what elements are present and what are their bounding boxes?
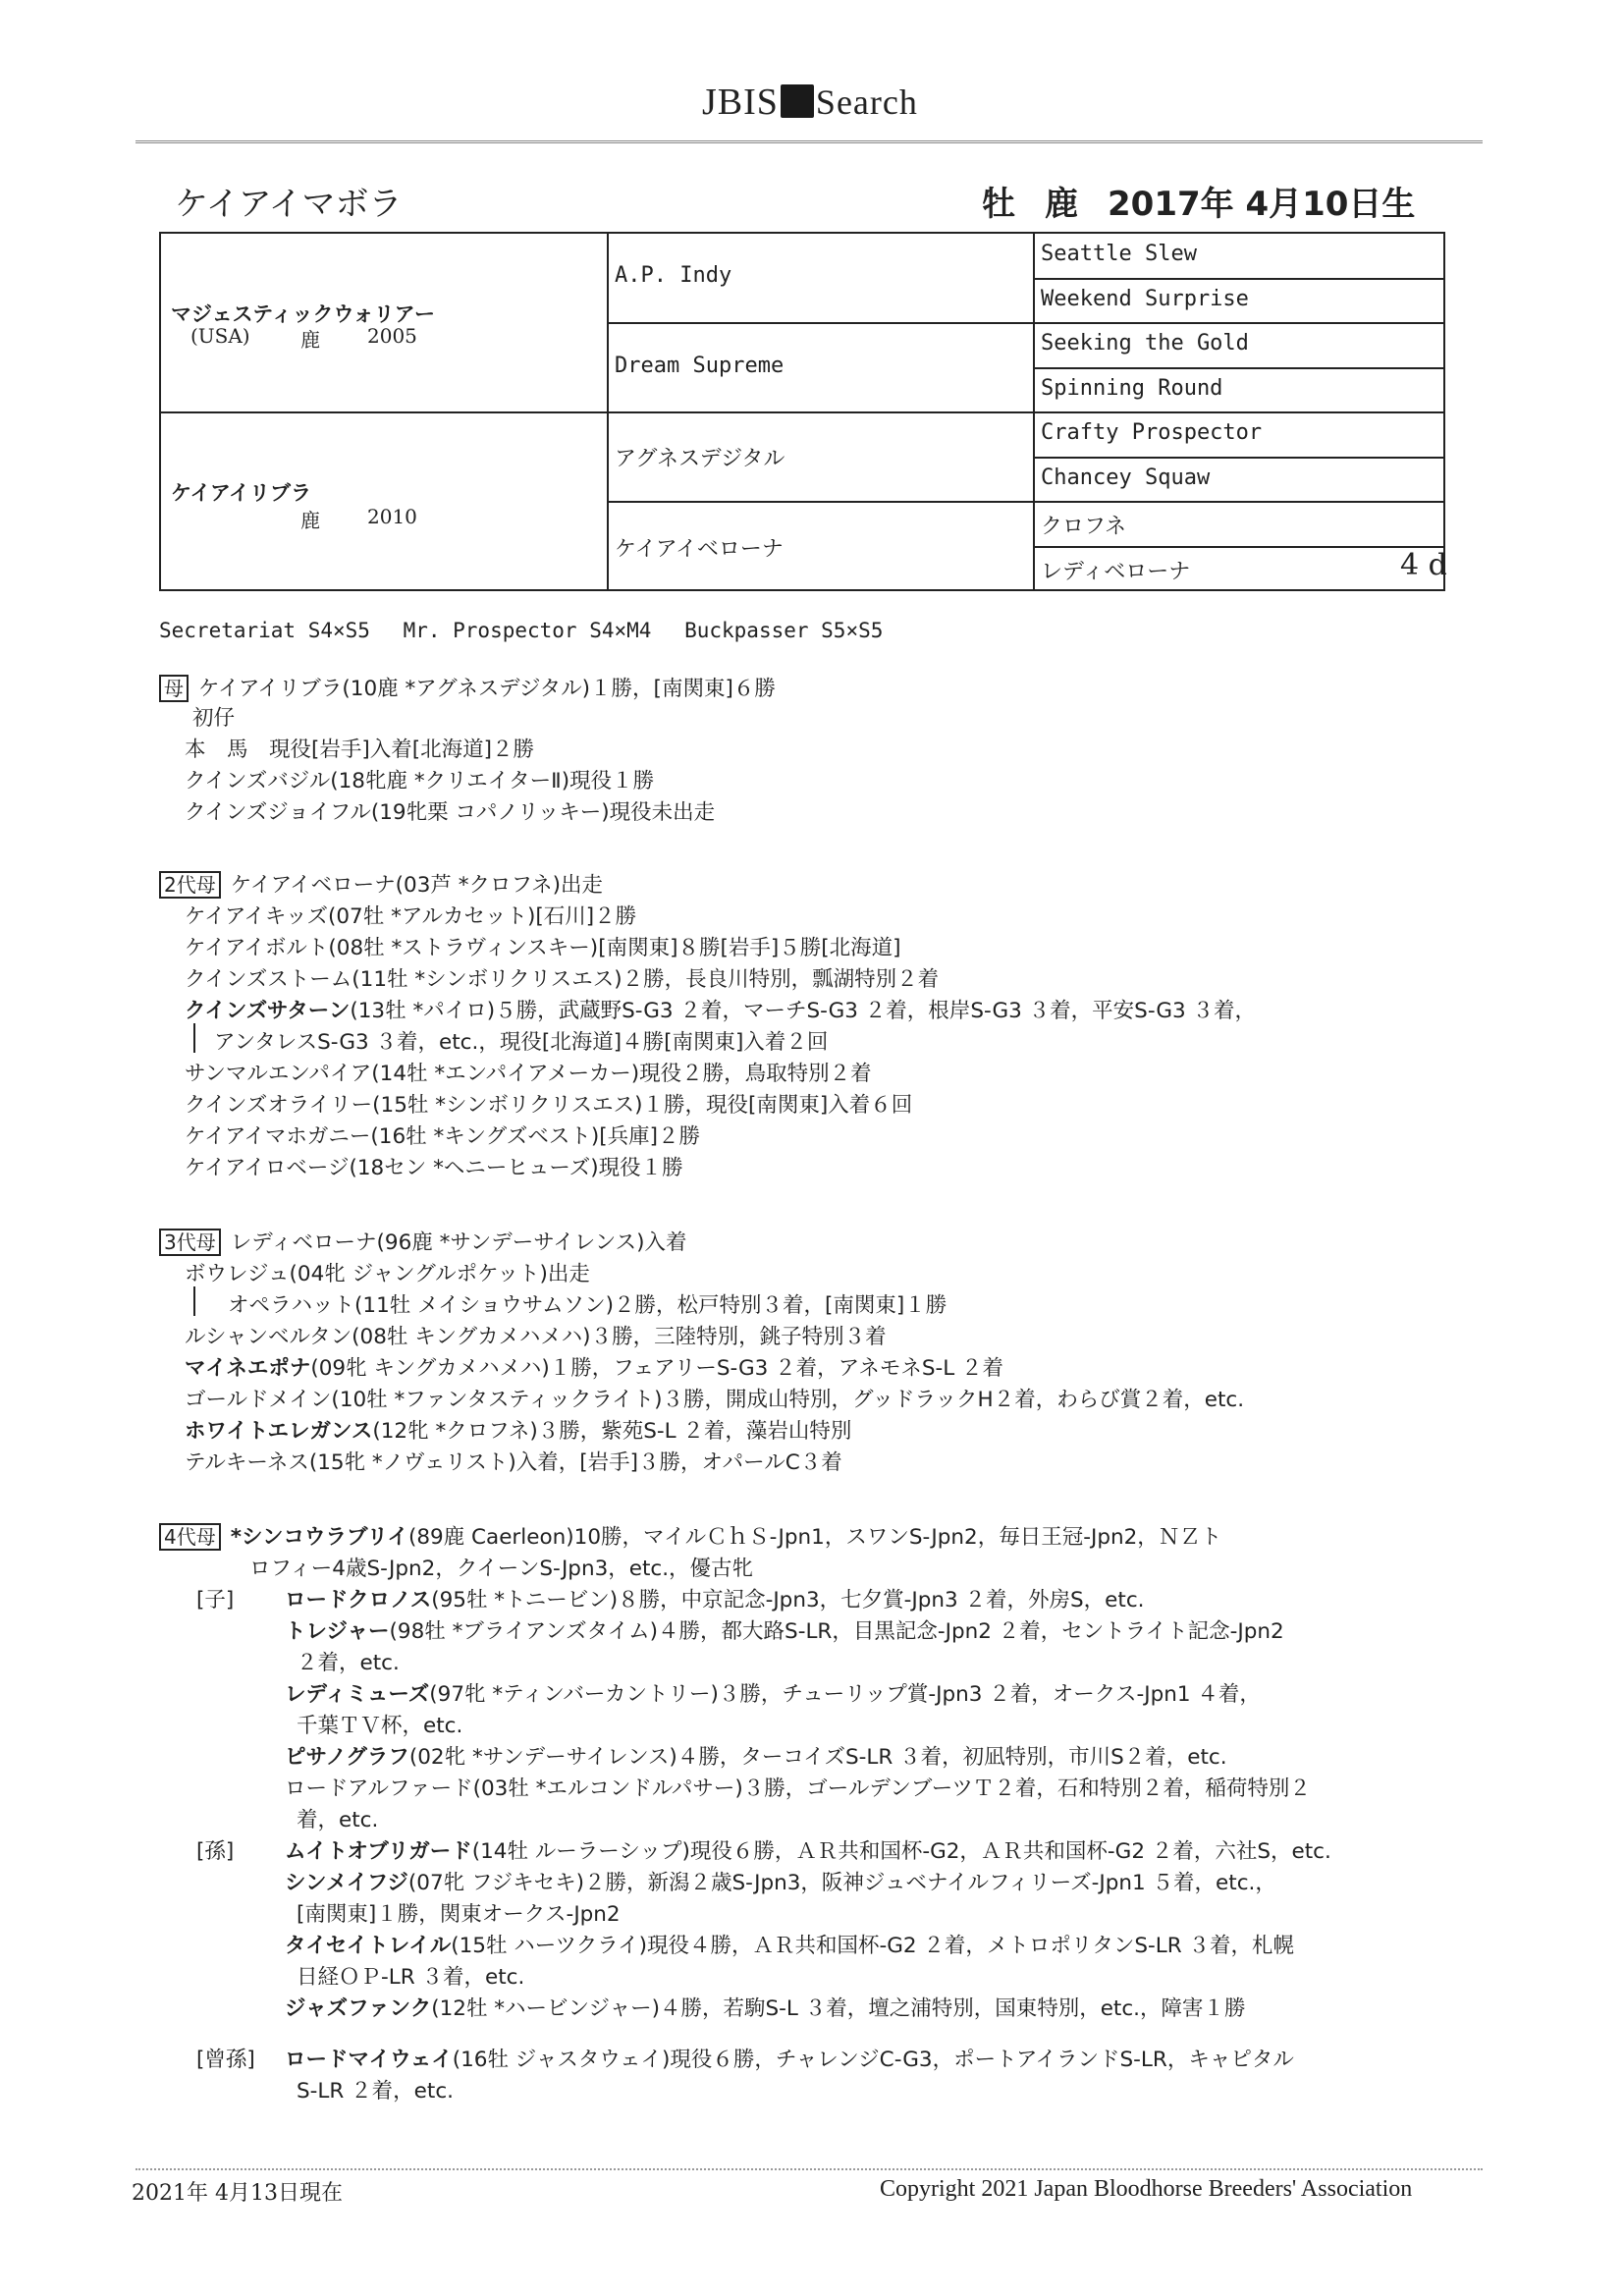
mother-line: 本 馬 現役[岩手]入着[北海道]２勝	[185, 738, 535, 762]
sire-year: 2005	[367, 324, 417, 348]
gen4-line: レディミューズ(97牝 *ティンバーカントリー)３勝，チューリップ賞-Jpn3 ２着，オークス-Jpn1 ４着，	[285, 1682, 1261, 1707]
horse-profile	[982, 177, 1415, 225]
gen4-line: 日経ＯＰ-LR ３着，etc.	[297, 1965, 525, 1990]
jbis-search-logo: JBIS Search	[702, 82, 918, 123]
gen4-line: シンメイフジ(07牝 フジキセキ)２勝，新潟２歳S-Jpn3，阪神ジュベナイルフィリーズ-Jpn1 ５着，etc.，	[285, 1871, 1276, 1895]
gen4-line: ムイトオブリガード(14牡 ルーラーシップ)現役６勝，ＡＲ共和国杯-G2，ＡＲ共和国杯-G2 ２着，六社S，etc.	[285, 1839, 1331, 1864]
mother-line: クインズジョイフル(19牝栗 コパノリッキー)現役未出走	[185, 800, 716, 825]
grandchild-tag: [孫]	[196, 1839, 235, 1864]
gen4-line: タイセイトレイル(15牡 ハーツクライ)現役４勝，ＡＲ共和国杯-G2 ２着，メトロポリタンS-LR ３着，札幌	[285, 1934, 1295, 1958]
gen3-line: ボウレジュ(04牝 ジャングルポケット)出走	[185, 1262, 590, 1286]
pedigree-gen2-entry: アグネスデジタル	[615, 447, 785, 471]
gen2-line: クインズストーム(11牡 *シンボリクリスエス)２勝，長良川特別，瓢湖特別２着	[185, 967, 940, 992]
sire-color: 鹿	[300, 328, 320, 352]
pedigree-row-divider	[1033, 546, 1443, 548]
pedigree-gen3-entry: Seeking the Gold	[1041, 331, 1249, 355]
gen4-line: [南関東]１勝，関東オークス-Jpn2	[297, 1902, 621, 1927]
horse-logo-icon	[781, 84, 814, 118]
pedigree-row-divider	[607, 322, 1443, 324]
horse-color: 鹿	[1045, 185, 1078, 224]
pedigree-gen2-entry: ケイアイベローナ	[615, 537, 784, 562]
gen4-line: 着，etc.	[297, 1808, 379, 1832]
gen3-line: マイネエポナ(09牝 キングカメハメハ)１勝，フェアリーS-G3 ２着，アネモネS-L ２着	[185, 1356, 1004, 1381]
horse-name: ケイアイマボラ	[175, 185, 403, 224]
gen3-heading: 3代母 レディベローナ(96鹿 *サンデーサイレンス)入着	[159, 1226, 686, 1256]
dam-color: 鹿	[300, 509, 320, 532]
gen2-line: サンマルエンパイア(14牡 *エンパイアメーカー)現役２勝，鳥取特別２着	[185, 1062, 872, 1086]
pedigree-row-divider	[1033, 367, 1443, 369]
gen4-line: トレジャー(98牡 *ブライアンズタイム)４勝，都大路S-LR，目黒記念-Jpn2 ２着，セントライト記念-Jpn2	[285, 1619, 1284, 1644]
pedigree-gen2-entry: Dream Supreme	[615, 354, 785, 378]
gen2-line: ケイアイキッズ(07牡 *アルカセット)[石川]２勝	[185, 904, 637, 929]
pedigree-row-divider	[161, 411, 1443, 413]
gen2-line: アンタレスS-G3 ３着，etc.，現役[北海道]４勝[南関東]入着２回	[214, 1030, 829, 1055]
gen4-line: ジャズファンク(12牡 *ハービンジャー)４勝，若駒S-L ３着，壇之浦特別，国東特別，etc.，障害１勝	[285, 1996, 1246, 2021]
section-label: 3代母	[159, 1229, 221, 1256]
gen3-line: ルシャンベルタン(08牡 キングカメハメハ)３勝，三陸特別，銚子特別３着	[185, 1325, 887, 1349]
gen4-heading: 4代母 *シンコウラブリイ(89鹿 Caerleon)10勝，マイルＣｈＳ-Jpn1，スワンS-Jpn2，毎日王冠-Jpn2，ＮＺト	[159, 1520, 1221, 1551]
pedigree-table	[159, 232, 1445, 591]
header-divider	[135, 140, 1483, 143]
horse-birthdate: 2017年 4月10日生	[1108, 185, 1416, 224]
gen4-line: ロフィー4歳S-Jpn2，クイーンS-Jpn3，etc.，優古牝	[249, 1557, 754, 1581]
gen4-line: ロードクロノス(95牡 *トニービン)８勝，中京記念-Jpn3，七夕賞-Jpn3 ２着，外房S，etc.	[285, 1588, 1145, 1613]
pedigree-row-divider	[1033, 457, 1443, 459]
inbreeding-note: Secretariat S4×S5 Mr. Prospector S4×M4 Buckpasser S5×S5	[159, 619, 884, 642]
pedigree-gen3-entry: レディベローナ	[1041, 560, 1191, 584]
gen3-line: ゴールドメイン(10牡 *ファンタスティックライト)３勝，開成山特別，グッドラックH２着，わらび賞２着，etc.	[185, 1388, 1245, 1412]
gen4-line: 千葉ＴＶ杯，etc.	[297, 1714, 463, 1738]
dam-year: 2010	[367, 505, 417, 528]
gen3-line: テルキーネス(15牝 *ノヴェリスト)入着，[岩手]３勝，オパールC３着	[185, 1450, 842, 1475]
offspring-tag: [子]	[196, 1588, 235, 1613]
gen4-line: S-LR ２着，etc.	[297, 2079, 454, 2104]
gen2-line: ケイアイボルト(08牡 *ストラヴィンスキー)[南関東]８勝[岩手]５勝[北海道]	[185, 936, 901, 960]
gen4-line: ロードマイウェイ(16牡 ジャスタウェイ)現役６勝，チャレンジC-G3，ポートアイランドS-LR，キャピタル	[285, 2048, 1294, 2072]
mother-line: クインズバジル(18牝鹿 *クリエイターⅡ)現役１勝	[185, 769, 655, 793]
gen3-line: オペラハット(11牡 メイショウサムソン)２勝，松戸特別３着，[南関東]１勝	[228, 1293, 947, 1318]
pedigree-row-divider	[1033, 278, 1443, 280]
mother-heading: 母 ケイアイリブラ(10鹿 *アグネスデジタル)１勝，[南関東]６勝	[159, 672, 776, 702]
as-of-date: 2021年 4月13日現在	[132, 2181, 343, 2206]
gen2-line: ケイアイマホガニー(16牡 *キングズベスト)[兵庫]２勝	[185, 1124, 701, 1149]
gen2-line: ケイアイロベージ(18セン *ヘニーヒューズ)現役１勝	[185, 1156, 683, 1180]
copyright: Copyright 2021 Japan Bloodhorse Breeders' Association	[880, 2176, 1413, 2202]
gen3-line: ホワイトエレガンス(12牝 *クロフネ)３勝，紫苑S-L ２着，藻岩山特別	[185, 1419, 852, 1444]
tree-branch-line	[193, 1023, 195, 1053]
mother-line: 初仔	[192, 706, 236, 731]
footer-divider	[135, 2168, 1483, 2170]
pedigree-gen3-entry: クロフネ	[1041, 515, 1127, 539]
pedigree-gen3-entry: Crafty Prospector	[1041, 420, 1263, 445]
gen2-line: クインズオライリー(15牡 *シンボリクリスエス)１勝，現役[南関東]入着６回	[185, 1093, 913, 1118]
gen4-line: ２着，etc.	[297, 1651, 400, 1675]
section-label: 母	[159, 675, 189, 702]
pedigree-gen2-entry: A.P. Indy	[615, 263, 732, 288]
dam-name: ケイアイリブラ	[171, 481, 312, 505]
gen4-line: ピサノグラフ(02牝 *サンデーサイレンス)４勝，ターコイズS-LR ３着，初凪特別，市川S２着，etc.	[285, 1745, 1227, 1770]
sire-origin: (USA)	[190, 324, 250, 348]
great-grandchild-tag: [曾孫]	[196, 2048, 255, 2072]
tree-branch-line	[193, 1286, 195, 1316]
section-label: 2代母	[159, 871, 221, 899]
section-label: 4代母	[159, 1523, 221, 1551]
gen4-line: ロードアルファード(03牡 *エルコンドルパサー)３勝，ゴールデンブーツＴ２着，石和特別２着，稲荷特別２	[285, 1777, 1311, 1801]
pedigree-gen3-entry: Weekend Surprise	[1041, 287, 1249, 311]
pedigree-gen3-entry: Seattle Slew	[1041, 242, 1197, 266]
pedigree-gen3-entry: Spinning Round	[1041, 376, 1223, 401]
gen2-line: クインズサターン(13牡 *パイロ)５勝，武蔵野S-G3 ２着，マーチS-G3 ２着，根岸S-G3 ３着，平安S-G3 ３着，	[185, 999, 1257, 1023]
pedigree-row-divider	[607, 501, 1443, 503]
horse-sex: 牡	[982, 185, 1015, 224]
pedigree-note: 4 d	[1400, 548, 1447, 582]
sire-name: マジェスティックウォリアー	[171, 302, 436, 326]
pedigree-gen3-entry: Chancey Squaw	[1041, 465, 1211, 490]
gen2-heading: 2代母 ケイアイベローナ(03芦 *クロフネ)出走	[159, 868, 603, 899]
